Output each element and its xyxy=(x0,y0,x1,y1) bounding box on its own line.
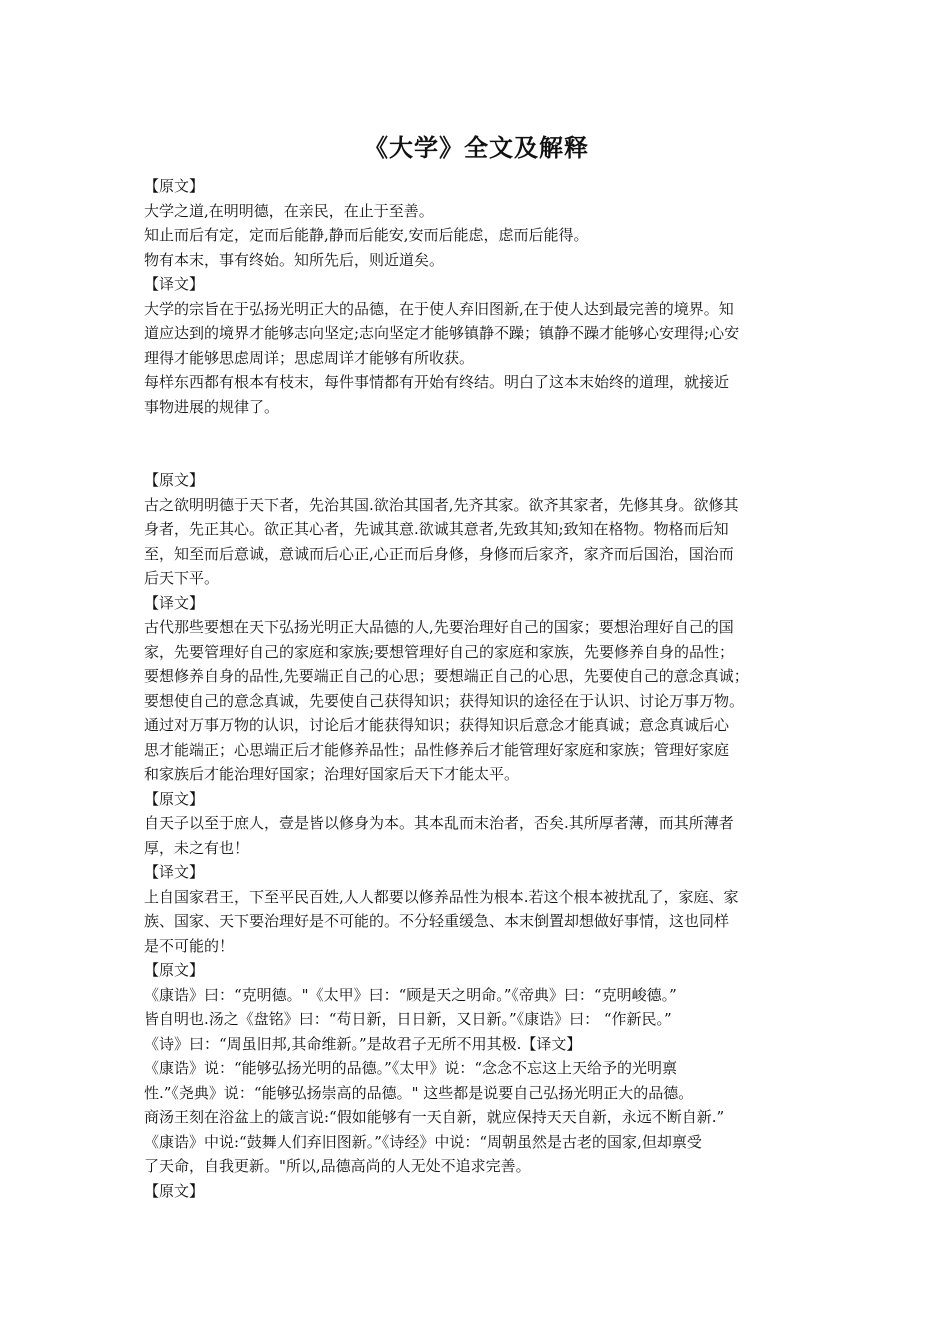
section-heading: 【原文】 xyxy=(144,177,205,195)
text-line: 要想使自己的意念真诚，先要使自己获得知识；获得知识的途径在于认识、讨论万事万物。 xyxy=(144,691,745,710)
text-line: 自天子以至于庶人，壹是皆以修身为本。其本乱而末治者，否矣.其所厚者薄，而其所薄者 xyxy=(144,814,734,832)
text-line: 《康诰》中说:“鼓舞人们弃旧图新。”《诗经》中说：“周朝虽然是古老的国家,但却禀受 xyxy=(144,1132,702,1151)
text-line: 理得才能够思虑周详；思虑周详才能够有所收获。 xyxy=(144,348,475,367)
text-line: 上自国家君王，下至平民百姓,人人都要以修养品性为根本.若这个根本被扰乱了，家庭、家 xyxy=(144,887,739,906)
section-heading: 【原文】 xyxy=(144,471,205,489)
section-heading: 【译文】 xyxy=(144,863,205,881)
text-line: 商汤王刻在浴盆上的箴言说:“假如能够有一天自新，就应保持天天自新，永远不断自新.” xyxy=(144,1108,725,1126)
text-line: 是不可能的！ xyxy=(144,936,235,955)
text-line: 事物进展的规律了。 xyxy=(144,397,280,416)
section-heading: 【原文】 xyxy=(144,961,205,979)
text-line: 了天命，自我更新。"所以,品德高尚的人无处不追求完善。 xyxy=(144,1157,531,1175)
section-1 xyxy=(144,174,809,419)
text-line: 知止而后有定，定而后能静,静而后能安,安而后能虑，虑而后能得。 xyxy=(144,226,589,244)
text-line: 物有本末，事有终始。知所先后，则近道矣。 xyxy=(144,250,445,269)
text-line: 大学的宗旨在于弘扬光明正大的品德，在于使人弃旧图新,在于使人达到最完善的境界。知 xyxy=(144,299,734,318)
text-line: 通过对万事万物的认识，讨论后才能获得知识；获得知识后意念才能真诚；意念真诚后心 xyxy=(144,716,730,734)
text-line: 要想修养自身的品性,先要端正自己的心思；要想端正自己的心思，先要使自己的意念真诚； xyxy=(144,667,749,685)
text-line: 大学之道,在明明德，在亲民，在止于至善。 xyxy=(144,201,434,220)
section-heading: 【译文】 xyxy=(144,275,205,293)
text-line: 皆自明也.汤之《盘铭》曰：“苟日新，日日新，又日新。”《康诰》曰： “作新民。” xyxy=(144,1010,672,1028)
text-line: 《康诰》说：“能够弘扬光明的品德。”《太甲》说：“念念不忘这上天给予的光明禀 xyxy=(144,1059,678,1077)
text-line: 后天下平。 xyxy=(144,569,220,587)
text-line: 每样东西都有根本有枝末，每件事情都有开始有终结。明白了这本末始终的道理，就接近 xyxy=(144,373,730,391)
text-line: 和家族后才能治理好国家；治理好国家后天下才能太平。 xyxy=(144,765,520,783)
text-line: 古之欲明明德于天下者，先治其国.欲治其国者,先齐其家。欲齐其家者，先修其身。欲修其 xyxy=(144,495,739,514)
text-line: 古代那些要想在天下弘扬光明正大品德的人,先要治理好自己的国家；要想治理好自己的国 xyxy=(144,618,734,636)
section-2 xyxy=(144,468,809,1203)
section-heading: 【译文】 xyxy=(144,593,205,612)
text-line: 族、国家、天下要治理好是不可能的。不分轻重缓急、本末倒置却想做好事情，这也同样 xyxy=(144,912,730,930)
section-heading: 【原文】 xyxy=(144,789,205,808)
section-gap xyxy=(144,419,809,468)
text-line: 《诗》曰：“周虽旧邦,其命维新。”是故君子无所不用其极.【译文】 xyxy=(144,1034,582,1053)
text-line: 家，先要管理好自己的家庭和家族;要想管理好自己的家庭和家族，先要修养自身的品性； xyxy=(144,642,735,661)
document-page xyxy=(144,128,809,1203)
section-heading: 【原文】 xyxy=(144,1181,205,1200)
text-line: 性.”《尧典》说：“能够弘扬崇高的品德。" 这些都是说要自己弘扬光明正大的品德。 xyxy=(144,1083,694,1102)
text-line: 至，知至而后意诚，意诚而后心正,心正而后身修，身修而后家齐，家齐而后国治，国治而 xyxy=(144,544,734,563)
text-line: 厚，未之有也！ xyxy=(144,838,250,857)
text-line: 《康诰》曰：“克明德。"《太甲》曰：“顾是天之明命。”《帝典》曰：“克明峻德。” xyxy=(144,985,677,1004)
text-line: 思才能端正；心思端正后才能修养品性；品性修养后才能管理好家庭和家族；管理好家庭 xyxy=(144,740,730,759)
text-line: 道应达到的境界才能够志向坚定;志向坚定才能够镇静不躁；镇静不躁才能够心安理得;心安 xyxy=(144,324,740,342)
text-line: 身者，先正其心。欲正其心者，先诚其意.欲诚其意者,先致其知;致知在格物。物格而后知 xyxy=(144,520,729,538)
document-title: 《大学》全文及解释 xyxy=(364,134,589,162)
